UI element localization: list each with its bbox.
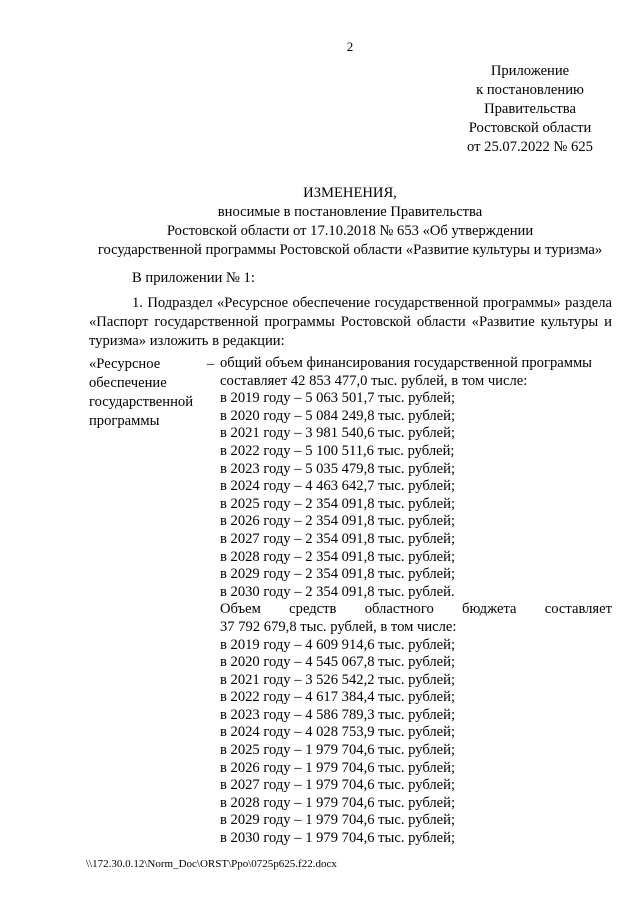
title-line: ИЗМЕНЕНИЯ, — [303, 185, 397, 201]
right-line: в 2025 году – 1 979 704,6 тыс. рублей; — [220, 742, 456, 759]
title-line: государственной программы Ростовской области «Развитие культуры и туризма» — [97, 242, 603, 258]
page-number: 2 — [346, 39, 354, 54]
title-line: вносимые в постановление Правительства — [217, 204, 483, 220]
right-line: в 2027 году – 1 979 704,6 тыс. рублей; — [220, 777, 456, 794]
right-line: в 2029 году – 1 979 704,6 тыс. рублей; — [220, 812, 456, 829]
right-line: в 2024 году – 4 463 642,7 тыс. рублей; — [220, 478, 456, 495]
right-line: в 2029 году – 2 354 091,8 тыс. рублей; — [220, 566, 456, 583]
right-line: в 2030 году – 2 354 091,8 тыс. рублей. — [220, 583, 455, 600]
right-line: в 2020 году – 5 084 249,8 тыс. рублей; — [220, 407, 456, 424]
intro-paragraph-2: 1. Подраздел «Ресурсное обеспечение государственной программы» раздела «Паспорт государственной программы Ростовской области «Развитие культуры и туризма» изложить в редакции: — [89, 295, 612, 349]
appendix-line: к постановлению — [476, 82, 584, 98]
right-line: в 2020 году – 4 545 067,8 тыс. рублей; — [220, 654, 456, 671]
appendix-line: Правительства — [484, 101, 576, 117]
document-title — [30, 184, 640, 260]
right-line: в 2023 году – 5 035 479,8 тыс. рублей; — [220, 460, 456, 477]
table-dash: – — [207, 356, 215, 372]
left-line: «Ресурсное — [89, 356, 161, 372]
right-line: в 2027 году – 2 354 091,8 тыс. рублей; — [220, 530, 456, 547]
appendix-header — [430, 62, 630, 157]
right-line: в 2019 году – 4 609 914,6 тыс. рублей; — [220, 636, 456, 653]
table-right-cell — [220, 355, 612, 848]
appendix-line: от 25.07.2022 № 625 — [467, 139, 593, 155]
right-line: в 2022 году – 4 617 384,4 тыс. рублей; — [220, 689, 456, 706]
right-line: в 2023 году – 4 586 789,3 тыс. рублей; — [220, 706, 456, 723]
right-line: в 2026 году – 1 979 704,6 тыс. рублей; — [220, 759, 456, 776]
right-line: Объем средств областного бюджета составляет — [220, 601, 612, 618]
left-line: обеспечение — [89, 375, 167, 391]
right-line: в 2021 году – 3 526 542,2 тыс. рублей; — [220, 671, 456, 688]
right-line: в 2026 году – 2 354 091,8 тыс. рублей; — [220, 513, 456, 530]
table-left-cell — [89, 355, 219, 431]
intro-text — [89, 269, 612, 351]
appendix-line: Ростовской области — [468, 120, 592, 136]
right-line: в 2025 году – 2 354 091,8 тыс. рублей; — [220, 495, 456, 512]
left-line: государственной — [89, 394, 194, 410]
left-line: программы — [89, 413, 160, 429]
right-line: составляет 42 853 477,0 тыс. рублей, в том числе: — [220, 372, 528, 389]
title-line: Ростовской области от 17.10.2018 № 653 «Об утверждении — [166, 223, 534, 239]
right-line: в 2028 году – 1 979 704,6 тыс. рублей; — [220, 794, 456, 811]
right-line: в 2024 году – 4 028 753,9 тыс. рублей; — [220, 724, 456, 741]
right-line: в 2028 году – 2 354 091,8 тыс. рублей; — [220, 548, 456, 565]
right-line: в 2030 году – 1 979 704,6 тыс. рублей; — [220, 830, 456, 847]
file-path-footer: \\172.30.0.12\Norm_Doc\ORST\Ppo\0725p625.f22.docx — [86, 858, 337, 870]
right-line: в 2021 году – 3 981 540,6 тыс. рублей; — [220, 425, 456, 442]
right-line: в 2019 году – 5 063 501,7 тыс. рублей; — [220, 390, 456, 407]
appendix-line: Приложение — [490, 63, 570, 79]
right-line: 37 792 679,8 тыс. рублей, в том числе: — [220, 618, 457, 635]
intro-paragraph-1: В приложении № 1: — [132, 270, 255, 286]
right-line: общий объем финансирования государственной программы — [220, 355, 592, 371]
right-line: в 2022 году – 5 100 511,6 тыс. рублей; — [220, 442, 455, 459]
